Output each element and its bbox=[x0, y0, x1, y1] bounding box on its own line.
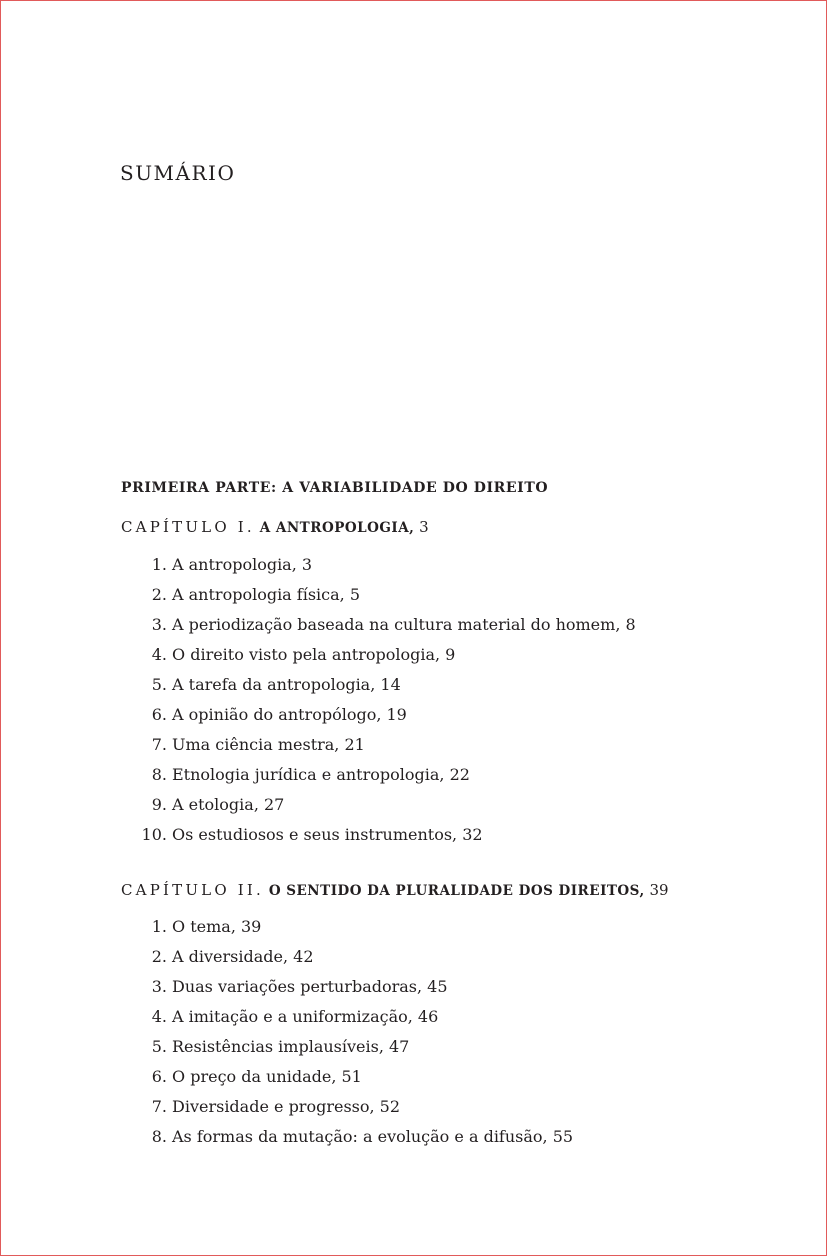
item-text: Uma ciência mestra, 21 bbox=[172, 735, 365, 754]
item-text: O direito visto pela antropologia, 9 bbox=[172, 645, 456, 664]
list-item bbox=[1, 733, 826, 763]
item-text: Resistências implausíveis, 47 bbox=[172, 1037, 410, 1056]
item-text: Os estudiosos e seus instrumentos, 32 bbox=[172, 825, 483, 844]
part-heading: PRIMEIRA PARTE: A VARIABILIDADE DO DIREITO bbox=[121, 480, 549, 496]
chapter-page: 39 bbox=[649, 881, 669, 899]
list-item bbox=[1, 613, 826, 643]
list-item bbox=[1, 1035, 826, 1065]
list-item bbox=[1, 975, 826, 1005]
item-text: A antropologia, 3 bbox=[172, 555, 313, 574]
list-item bbox=[1, 763, 826, 793]
item-number: 7. bbox=[151, 735, 167, 754]
list-item bbox=[1, 1095, 826, 1125]
chapter-label: CAPÍTULO I. bbox=[121, 518, 255, 536]
item-number: 3. bbox=[151, 615, 167, 634]
item-number: 1. bbox=[151, 555, 167, 574]
item-text: Etnologia jurídica e antropologia, 22 bbox=[172, 765, 470, 784]
item-text: A tarefa da antropologia, 14 bbox=[172, 675, 401, 694]
chapter-page: 3 bbox=[419, 518, 429, 536]
item-number: 10. bbox=[141, 825, 167, 844]
list-item bbox=[1, 1065, 826, 1095]
chapter-items-list bbox=[1, 553, 826, 853]
item-number: 4. bbox=[151, 1007, 167, 1026]
list-item bbox=[1, 553, 826, 583]
item-text: A etologia, 27 bbox=[172, 795, 285, 814]
chapter-items-list bbox=[1, 915, 826, 1155]
chapter-heading bbox=[121, 881, 669, 899]
item-text: A diversidade, 42 bbox=[172, 947, 314, 966]
item-number: 1. bbox=[151, 917, 167, 936]
chapter-label: CAPÍTULO II. bbox=[121, 881, 265, 899]
list-item bbox=[1, 1125, 826, 1155]
item-text: O tema, 39 bbox=[172, 917, 262, 936]
item-number: 5. bbox=[151, 1037, 167, 1056]
item-number: 4. bbox=[151, 645, 167, 664]
item-number: 2. bbox=[151, 947, 167, 966]
list-item bbox=[1, 673, 826, 703]
chapter-title: A ANTROPOLOGIA, bbox=[259, 520, 415, 536]
item-number: 5. bbox=[151, 675, 167, 694]
item-text: A periodização baseada na cultura material do homem, 8 bbox=[172, 615, 636, 634]
list-item bbox=[1, 793, 826, 823]
item-number: 9. bbox=[151, 795, 167, 814]
item-number: 7. bbox=[151, 1097, 167, 1116]
list-item bbox=[1, 643, 826, 673]
item-number: 2. bbox=[151, 585, 167, 604]
list-item bbox=[1, 823, 826, 853]
item-text: A opinião do antropólogo, 19 bbox=[172, 705, 407, 724]
list-item bbox=[1, 583, 826, 613]
item-number: 8. bbox=[151, 1127, 167, 1146]
item-number: 6. bbox=[151, 1067, 167, 1086]
item-text: O preço da unidade, 51 bbox=[172, 1067, 362, 1086]
chapter-heading bbox=[121, 518, 429, 536]
item-text: A antropologia física, 5 bbox=[172, 585, 361, 604]
item-number: 3. bbox=[151, 977, 167, 996]
item-number: 8. bbox=[151, 765, 167, 784]
list-item bbox=[1, 945, 826, 975]
list-item bbox=[1, 1005, 826, 1035]
list-item bbox=[1, 915, 826, 945]
item-number: 6. bbox=[151, 705, 167, 724]
item-text: Diversidade e progresso, 52 bbox=[172, 1097, 401, 1116]
list-item bbox=[1, 703, 826, 733]
item-text: Duas variações perturbadoras, 45 bbox=[172, 977, 448, 996]
chapter-title: O SENTIDO DA PLURALIDADE DOS DIREITOS, bbox=[268, 883, 645, 899]
item-text: As formas da mutação: a evolução e a difusão, 55 bbox=[172, 1127, 574, 1146]
page-title: SUMÁRIO bbox=[120, 161, 236, 185]
item-text: A imitação e a uniformização, 46 bbox=[172, 1007, 439, 1026]
